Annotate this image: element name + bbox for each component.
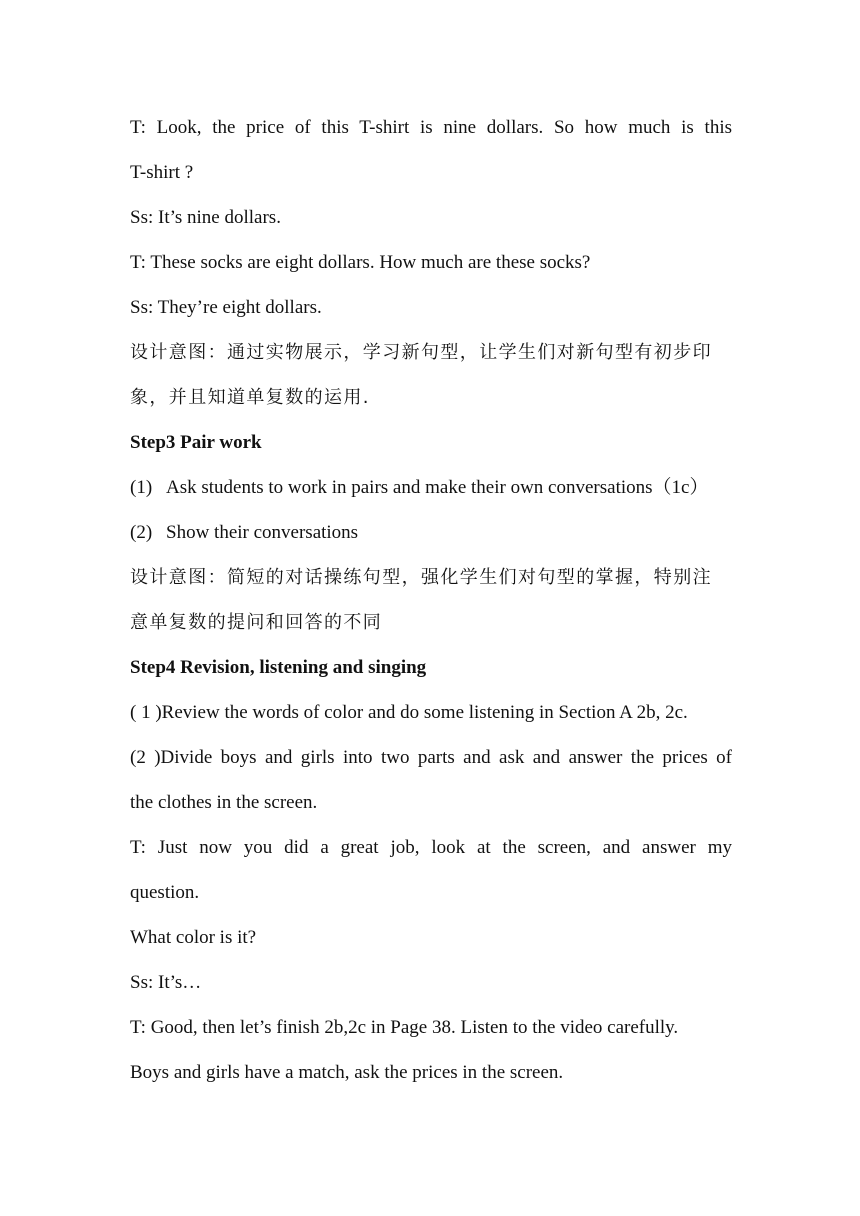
- teacher-line-1a: T: Look, the price of this T-shirt is nine dollars. So how much is this: [130, 117, 732, 138]
- teacher-line-1b: T-shirt ?: [130, 162, 194, 183]
- step4-item-1: ( 1 )Review the words of color and do some listening in Section A 2b, 2c.: [130, 702, 688, 723]
- design-intent-1b: 象，并且知道单复数的运用.: [130, 387, 370, 408]
- step4-heading: Step4 Revision, listening and singing: [130, 657, 427, 678]
- document-page: [130, 105, 732, 1095]
- design-intent-1a: 设计意图：通过实物展示，学习新句型，让学生们对新句型有初步印: [130, 342, 712, 363]
- step3-item-1-number: (1): [130, 477, 153, 498]
- boys-girls-match-line: Boys and girls have a match, ask the prices in the screen.: [130, 1062, 564, 1083]
- design-intent-2b: 意单复数的提问和回答的不同: [130, 612, 383, 633]
- teacher-line-3b: question.: [130, 882, 200, 903]
- teacher-line-4: T: Good, then let’s finish 2b,2c in Page 38. Listen to the video carefully.: [130, 1017, 679, 1038]
- step3-item-2-text: Show their conversations: [166, 522, 359, 543]
- step3-item-1: [130, 465, 732, 510]
- students-line-2: Ss: They’re eight dollars.: [130, 297, 322, 318]
- students-line-3: Ss: It’s…: [130, 972, 202, 993]
- step4-item-2a: (2 )Divide boys and girls into two parts and ask and answer the prices of: [130, 747, 732, 768]
- step3-heading: Step3 Pair work: [130, 432, 262, 453]
- color-question: What color is it?: [130, 927, 257, 948]
- teacher-line-3a: T: Just now you did a great job, look at the screen, and answer my: [130, 837, 732, 858]
- step3-item-1-text: Ask students to work in pairs and make their own conversations（1c）: [166, 477, 709, 498]
- step3-item-2: [130, 510, 732, 555]
- design-intent-2a: 设计意图：简短的对话操练句型，强化学生们对句型的掌握，特别注: [130, 567, 712, 588]
- step3-item-2-number: (2): [130, 522, 153, 543]
- teacher-line-2: T: These socks are eight dollars. How much are these socks?: [130, 252, 591, 273]
- students-line-1: Ss: It’s nine dollars.: [130, 207, 281, 228]
- step4-item-2b: the clothes in the screen.: [130, 792, 318, 813]
